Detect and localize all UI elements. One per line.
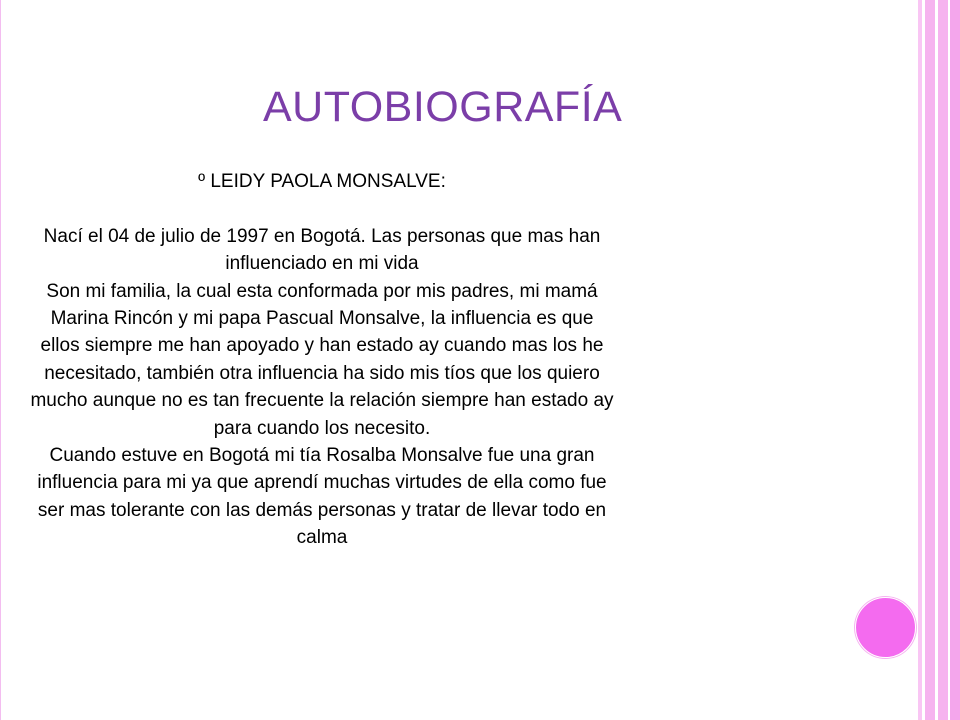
decorative-circle	[855, 597, 916, 658]
paragraph-birth: Nací el 04 de julio de 1997 en Bogotá. Las personas que mas han influenciado en mi vida	[43, 225, 601, 275]
decorative-stripes	[918, 0, 960, 720]
paragraph-aunt: Cuando estuve en Bogotá mi tía Rosalba Monsalve fue una gran influencia para mi ya que aprendí muchas virtudes de ella como fue ser mas tolerante con las demás personas y tratar de llevar todo en calma	[37, 445, 607, 549]
slide-title: AUTOBIOGRAFÍA	[263, 82, 623, 131]
autobiography-text	[30, 168, 614, 552]
paragraph-family: Son mi familia, la cual esta conformada por mis padres, mi mamá Marina Rincón y mi papa Pascual Monsalve, la influencia es que ellos siempre me han apoyado y han estado ay cuando mas los he necesitado, también otra influencia ha sido mis tíos que los quiero mucho aunque no es tan frecuente la relación siempre han estado ay para cuando los necesito.	[30, 280, 614, 439]
stripe	[938, 0, 948, 720]
stripe	[925, 0, 935, 720]
stripe	[950, 0, 960, 720]
author-heading: º LEIDY PAOLA MONSALVE:	[198, 171, 446, 192]
left-border-line	[0, 0, 5, 720]
